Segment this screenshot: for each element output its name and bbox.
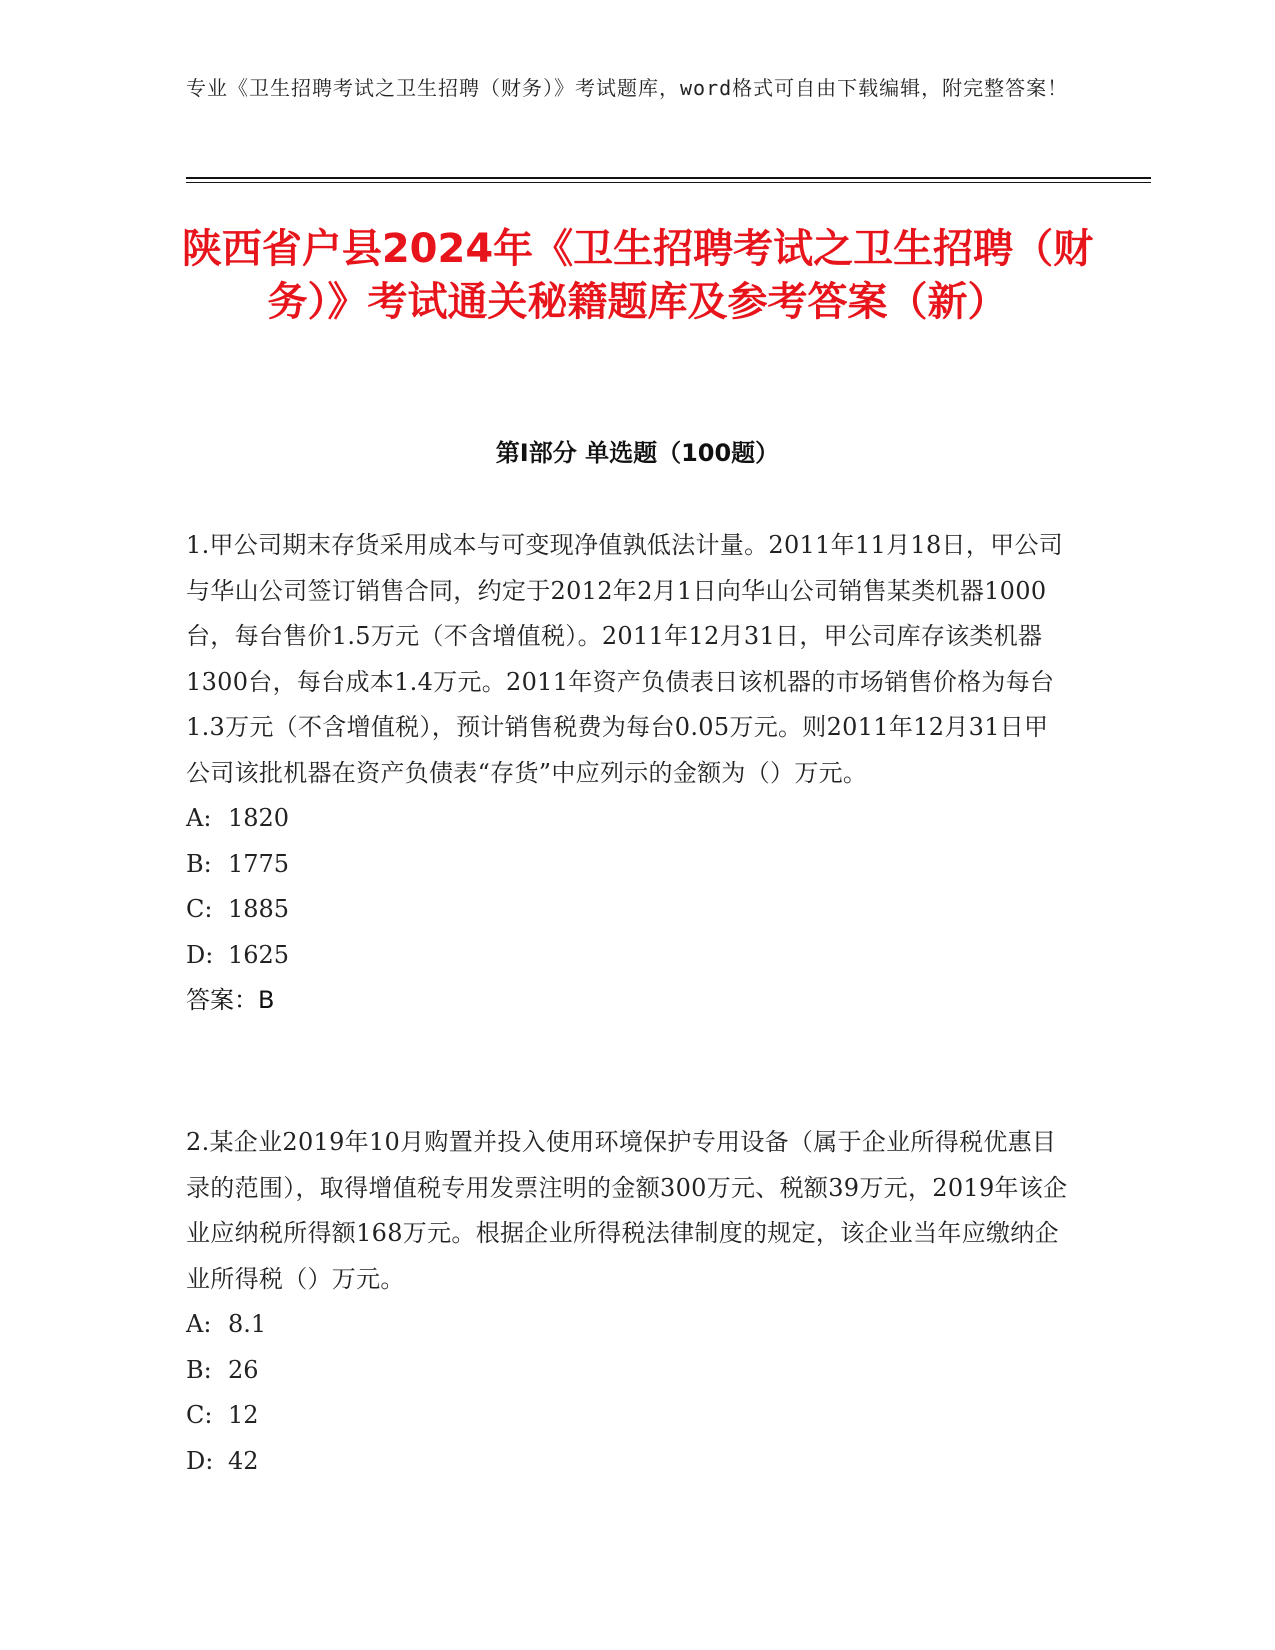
option-text: 1885 (228, 895, 290, 923)
question-stem: 1.甲公司期末存货采用成本与可变现净值孰低法计量。2011年11月18日，甲公司与华山公司签订销售合同，约定于2012年2月1日向华山公司销售某类机器1000台，每台售价1.5万元（不含增值税）。2011年12月31日，甲公司库存该类机器1300台，每台成本1.4万元。2011年资产负债表日该机器的市场销售价格为每台1.3万元（不含增值税），预计销售税费为每台0.05万元。则2011年12月31日甲公司该批机器在资产负债表“存货”中应列示的金额为（）万元。 (186, 531, 1064, 787)
option-text: 1820 (228, 804, 290, 832)
header-note: 专业《卫生招聘考试之卫生招聘（财务）》考试题库，word格式可自由下载编辑，附完整答案！ (186, 76, 1069, 100)
option-b (186, 842, 1071, 888)
option-letter: C: (186, 1401, 213, 1429)
option-letter: B: (186, 849, 212, 878)
option-text: 42 (228, 1446, 259, 1475)
answer-label: 答案：B (186, 986, 275, 1014)
option-c (186, 887, 1071, 933)
section-title: 第I部分 单选题（100题） (495, 439, 780, 467)
option-a (186, 796, 1071, 842)
header-divider-thin (186, 182, 1151, 183)
question-1 (186, 523, 1071, 1024)
option-c (186, 1393, 1071, 1439)
option-letter: C: (186, 895, 213, 923)
option-letter: A: (186, 804, 212, 832)
option-d (186, 933, 1071, 979)
option-text: 1625 (228, 940, 290, 969)
option-d (186, 1439, 1071, 1485)
header-divider (186, 177, 1151, 179)
option-letter: D: (186, 1446, 214, 1475)
option-letter: B: (186, 1355, 212, 1384)
option-text: 8.1 (228, 1310, 267, 1338)
document-title: 陕西省户县2024年《卫生招聘考试之卫生招聘（财务）》考试通关秘籍题库及参考答案（新） (181, 226, 1094, 325)
option-text: 26 (228, 1355, 259, 1384)
option-letter: D: (186, 940, 214, 969)
question-stem: 2.某企业2019年10月购置并投入使用环境保护专用设备（属于企业所得税优惠目录的范围），取得增值税专用发票注明的金额300万元、税额39万元，2019年该企业应纳税所得额168万元。根据企业所得税法律制度的规定，该企业当年应缴纳企业所得税（）万元。 (186, 1128, 1068, 1293)
option-a (186, 1302, 1071, 1348)
option-b (186, 1348, 1071, 1394)
option-letter: A: (186, 1310, 212, 1338)
question-2 (186, 1120, 1071, 1484)
option-text: 12 (228, 1401, 259, 1429)
option-text: 1775 (228, 849, 290, 878)
